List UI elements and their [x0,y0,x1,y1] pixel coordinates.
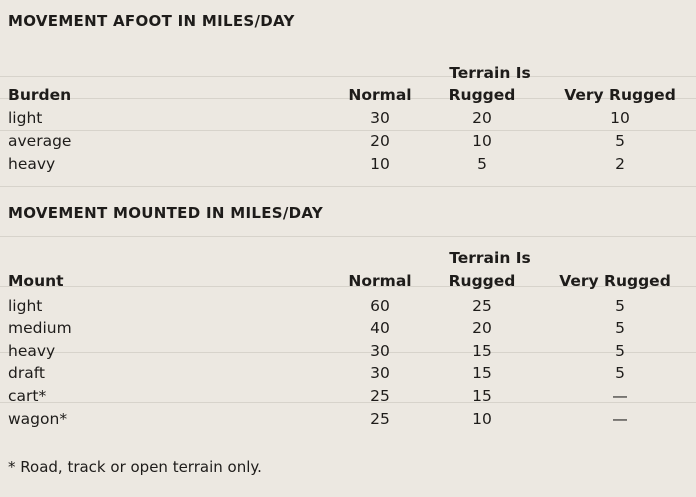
mounted-very-rugged-value: 5 [615,364,625,382]
mounted-mount-header: Mount [8,272,64,290]
afoot-very-rugged-header: Very Rugged [564,86,676,104]
mounted-very-rugged-header: Very Rugged [559,272,671,290]
afoot-table-title: MOVEMENT AFOOT IN MILES/DAY [8,12,295,30]
afoot-row-label: heavy [8,155,56,173]
mounted-very-rugged-value: — [612,410,628,428]
afoot-very-rugged-value: 5 [615,132,625,150]
mounted-row-label: heavy [8,342,56,360]
footnote: * Road, track or open terrain only. [8,458,262,476]
mounted-normal-value: 40 [370,319,390,337]
mounted-very-rugged-value: — [612,387,628,405]
mounted-rugged-header: Rugged [448,272,516,290]
afoot-very-rugged-value: 2 [615,155,625,173]
mounted-normal-value: 25 [370,387,390,405]
afoot-normal-value: 30 [370,109,390,127]
mounted-row-label: medium [8,319,72,337]
mounted-table-title: MOVEMENT MOUNTED IN MILES/DAY [8,204,324,222]
afoot-normal-header: Normal [348,86,412,104]
mounted-rugged-value: 15 [472,387,492,405]
afoot-normal-value: 10 [370,155,390,173]
mounted-rugged-value: 20 [472,319,492,337]
mounted-normal-value: 30 [370,364,390,382]
afoot-rugged-value: 20 [472,109,492,127]
afoot-rugged-value: 10 [472,132,492,150]
mounted-rugged-value: 25 [472,297,492,315]
mounted-normal-header: Normal [348,272,412,290]
mounted-row-label: draft [8,364,45,382]
mounted-rugged-value: 15 [472,364,492,382]
mounted-normal-value: 30 [370,342,390,360]
mounted-rugged-value: 10 [472,410,492,428]
afoot-very-rugged-value: 10 [610,109,630,127]
afoot-rugged-header: Rugged [448,86,516,104]
mounted-normal-value: 60 [370,297,390,315]
mounted-very-rugged-value: 5 [615,297,625,315]
mounted-row-label: cart* [8,387,47,405]
mounted-row-label: wagon* [8,410,68,428]
afoot-row-label: light [8,109,43,127]
mounted-rugged-value: 15 [472,342,492,360]
afoot-terrain-is-header: Terrain Is [449,64,531,82]
afoot-row-label: average [8,132,72,150]
afoot-burden-header: Burden [8,86,72,104]
afoot-rugged-value: 5 [477,155,487,173]
mounted-terrain-is-header: Terrain Is [449,249,531,267]
mounted-very-rugged-value: 5 [615,342,625,360]
mounted-row-label: light [8,297,43,315]
afoot-normal-value: 20 [370,132,390,150]
mounted-normal-value: 25 [370,410,390,428]
mounted-very-rugged-value: 5 [615,319,625,337]
